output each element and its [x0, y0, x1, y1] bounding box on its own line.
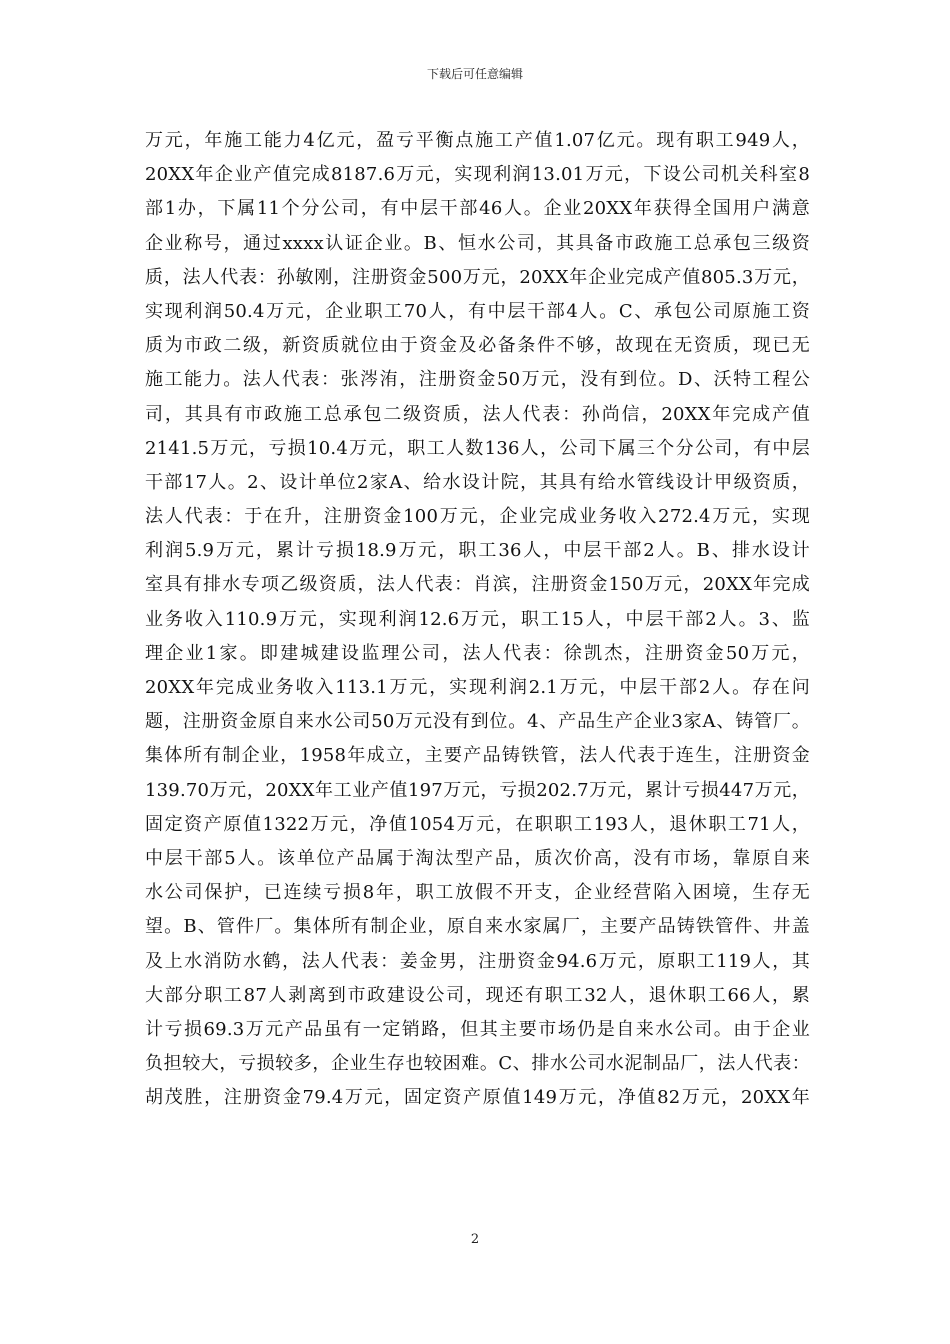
- text-line: 20XX年完成业务收入113.1万元，实现利润2.1万元，中层干部2人。存在问: [145, 677, 810, 698]
- text-line: 大部分职工87人剥离到市政建设公司，现还有职工32人，退休职工66人，累: [145, 984, 810, 1006]
- text-line: 题，注册资金原自来水公司50万元没有到位。4、产品生产企业3家A、铸管厂。: [145, 711, 810, 733]
- text-line: 质为市政二级，新资质就位由于资金及必备条件不够，故现在无资质，现已无: [145, 335, 810, 357]
- text-line: 部1办，下属11个分公司，有中层干部46人。企业20XX年获得全国用户满意: [145, 198, 810, 220]
- body-text: [145, 124, 810, 1115]
- text-line: 企业称号，通过xxxx认证企业。B、恒水公司，其具备市政施工总承包三级资: [145, 232, 810, 254]
- text-line: 业务收入110.9万元，实现利润12.6万元，职工15人，中层干部2人。3、监: [145, 608, 810, 630]
- text-line: 利润5.9万元，累计亏损18.9万元，职工36人，中层干部2人。B、排水设计: [145, 540, 810, 562]
- text-line: 施工能力。法人代表：张涔洧，注册资金50万元，没有到位。D、沃特工程公: [145, 369, 810, 391]
- text-line: 中层干部5人。该单位产品属于淘汰型产品，质次价高，没有市场，靠原自来: [145, 847, 810, 869]
- text-line: 室具有排水专项乙级资质，法人代表：肖滨，注册资金150万元，20XX年完成: [145, 574, 810, 596]
- text-line: 干部17人。2、设计单位2家A、给水设计院，其具有给水管线设计甲级资质，: [145, 471, 810, 493]
- text-line: 计亏损69.3万元产品虽有一定销路，但其主要市场仍是自来水公司。由于企业: [145, 1018, 810, 1040]
- text-line: 139.70万元，20XX年工业产值197万元，亏损202.7万元，累计亏损447万元，: [145, 779, 810, 801]
- text-line: 胡茂胜，注册资金79.4万元，固定资产原值149万元，净值82万元，20XX年: [145, 1087, 810, 1109]
- text-line: 司，其具有市政施工总承包二级资质，法人代表：孙尚信，20XX年完成产值: [145, 403, 810, 425]
- text-line: 万元，年施工能力4亿元，盈亏平衡点施工产值1.07亿元。现有职工949人，: [145, 130, 810, 151]
- text-line: 集体所有制企业，1958年成立，主要产品铸铁管，法人代表于连生，注册资金: [145, 745, 810, 767]
- text-line: 法人代表：于在升，注册资金100万元，企业完成业务收入272.4万元，实现: [145, 506, 810, 528]
- text-line: 2141.5万元，亏损10.4万元，职工人数136人，公司下属三个分公司，有中层: [145, 437, 810, 459]
- text-line: 质，法人代表：孙敏刚，注册资金500万元，20XX年企业完成产值805.3万元，: [145, 266, 810, 288]
- text-line: 及上水消防水鹤，法人代表：姜金男，注册资金94.6万元，原职工119人，其: [145, 950, 810, 972]
- page-header: 下载后可任意编辑: [426, 67, 523, 81]
- text-line: 实现利润50.4万元，企业职工70人，有中层干部4人。C、承包公司原施工资: [145, 300, 810, 322]
- text-line: 理企业1家。即建城建设监理公司，法人代表：徐凯杰，注册资金50万元，: [145, 642, 810, 664]
- text-line: 负担较大，亏损较多，企业生存也较困难。C、排水公司水泥制品厂，法人代表：: [145, 1053, 810, 1075]
- text-line: 水公司保护，已连续亏损8年，职工放假不开支，企业经营陷入困境，生存无: [145, 882, 810, 904]
- text-line: 固定资产原值1322万元，净值1054万元，在职职工193人，退休职工71人，: [145, 813, 810, 835]
- text-line: 20XX年企业产值完成8187.6万元，实现利润13.01万元，下设公司机关科室8: [145, 164, 810, 186]
- page-number: 2: [470, 1232, 480, 1247]
- text-line: 望。B、管件厂。集体所有制企业，原自来水家属厂，主要产品铸铁管件、井盖: [145, 916, 810, 938]
